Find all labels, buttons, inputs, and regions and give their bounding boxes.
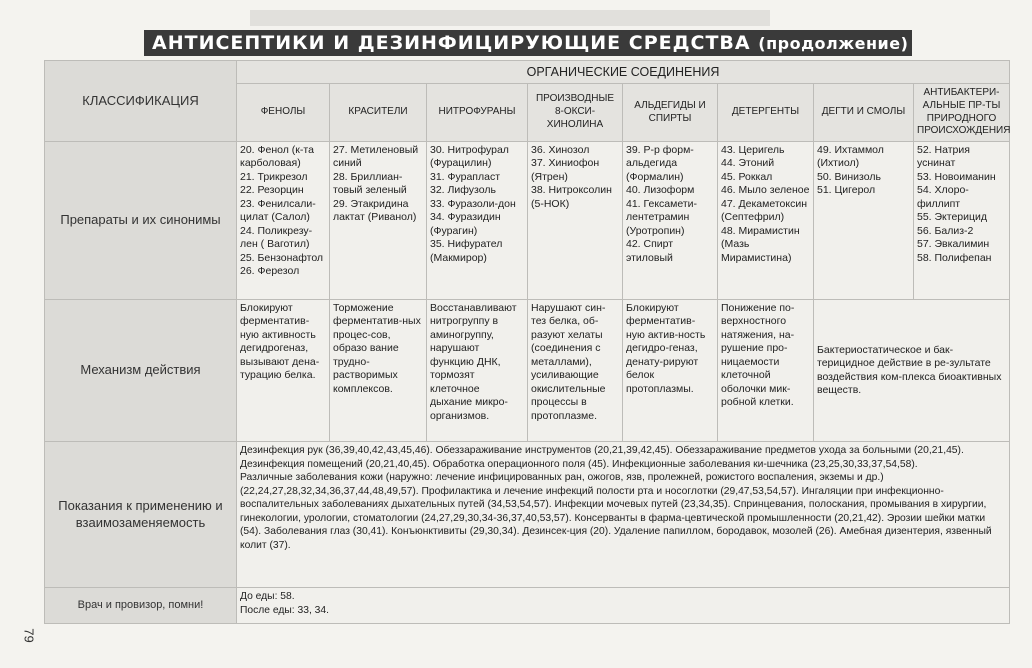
drug-item: 50. Винизоль — [817, 170, 881, 183]
col-header-tars: ДЕГТИ И СМОЛЫ — [814, 84, 914, 142]
indications-row — [45, 442, 1010, 588]
drug-item: 42. Спирт этиловый — [626, 238, 674, 264]
drug-item: 49. Ихтаммол (Ихтиол) — [817, 144, 884, 170]
indications-paragraph: Различные заболевания кожи (наружно: лечение инфицированных ран, ожогов, язв, пролежней, рожистого воспаления, экземы и др.) (22,24,27,28,32,34,36,37,44,48,49,57). Профилактика и лечение инфекций полости рта и носоглотки (29,47,53,54,57). Ингаляции при инфекционно-воспалительных заболеваниях дыхательных путей (34,53,54,57). Инфекции мочевых путей (23,34,35). Спринцевания, полоскания, промывания в хирургии, гинекологии, урологии, стоматологии (24,27,29,30,34-36,37,40,53,57). Консерванты в фарма-цевтической промышленности (20,21,42). Эрозии шейки матки (54). Заболевания глаз (30,41). Конъюнктивиты (29,30,34). Дезинсек-ция (20). Удаление папиллом, бородавок, мозолей (26). Амебная дизентерия, язвенный колит (37). — [240, 472, 992, 552]
drug-item: 53. Новоиманин — [917, 170, 996, 183]
col-header-natural: АНТИБАКТЕРИ-АЛЬНЫЕ ПР-ТЫ ПРИРОДНОГО ПРОИСХОЖДЕНИЯ — [914, 84, 1010, 142]
note-row — [45, 588, 1010, 624]
faded-header-strip — [250, 10, 770, 26]
drug-item: 32. Лифузоль — [430, 184, 496, 197]
page-banner — [144, 30, 912, 56]
note-before-meal: До еды: 58. — [240, 591, 295, 602]
drug-item: 28. Бриллиан-товый зеленый — [333, 170, 407, 197]
drug-item: 33. Фуразоли-дон — [430, 197, 516, 210]
mechanism-cell-oxyquinolines: Нарушают син-тез белка, об-разуют хелаты (соединения с металлами), усиливающие окислительные процессы в протоплазме. — [528, 300, 623, 442]
drug-item: 22. Резорцин — [240, 184, 304, 197]
drugs-cell-oxyquinolines — [528, 142, 623, 300]
drug-item: 44. Этоний — [721, 157, 775, 170]
page-number: 79 — [21, 628, 37, 643]
mechanism-row-label: Механизм действия — [45, 300, 237, 442]
col-header-phenols: ФЕНОЛЫ — [237, 84, 330, 142]
drug-item: 41. Гексамети-лентетрамин (Уротропин) — [626, 197, 698, 237]
drug-item: 34. Фуразидин (Фурагин) — [430, 211, 501, 237]
drug-item: 29. Этакридина лактат (Риванол) — [333, 197, 417, 224]
drugs-cell-detergents — [718, 142, 814, 300]
mechanism-cell-detergents: Понижение по-верхностного натяжения, на-рушение про-ницаемости клеточной оболочки мик-робной клетки. — [718, 300, 814, 442]
drug-item: 39. Р-р форм-альдегида (Формалин) — [626, 144, 694, 183]
col-header-nitrofurans: НИТРОФУРАНЫ — [427, 84, 528, 142]
drug-item: 20. Фенол (к-та карболовая) — [240, 144, 314, 170]
note-after-meal: После еды: 33, 34. — [240, 604, 329, 616]
drug-item: 26. Ферезол — [240, 264, 300, 277]
banner-title: АНТИСЕПТИКИ И ДЕЗИНФИЦИРУЮЩИЕ СРЕДСТВА — [152, 32, 751, 54]
drug-item: 55. Эктерицид — [917, 211, 988, 224]
mechanism-cell-nitrofurans: Восстанавливают нитрогруппу в аминогруппу, нарушают функцию ДНК, тормозят клеточное дыхание микро-организмов. — [427, 300, 528, 442]
mechanism-cell-dyes: Торможение ферментатив-ных процес-сов, образо вание трудно-растворимых комплексов. — [330, 300, 427, 442]
drug-item: 25. Бензонафтол — [240, 251, 324, 264]
drugs-cell-aldehydes — [623, 142, 718, 300]
drug-item: 36. Хинозол — [531, 144, 590, 156]
drug-item: 56. Бализ-2 — [917, 224, 974, 237]
drug-item: 57. Эвкалимин — [917, 238, 990, 251]
drug-item: 52. Натрия уснинат — [917, 144, 970, 170]
drug-item: 48. Мирамистин (Мазь Мирамистина) — [721, 224, 800, 264]
classification-table — [44, 60, 1010, 624]
drug-item: 27. Метиленовый синий — [333, 144, 419, 170]
drugs-cell-tars — [814, 142, 914, 300]
drugs-row-label: Препараты и их синонимы — [45, 142, 237, 300]
drugs-cell-nitrofurans — [427, 142, 528, 300]
drug-item: 23. Фенилсали-цилат (Салол) — [240, 197, 316, 224]
drug-item: 38. Нитроксолин (5-НОК) — [531, 184, 612, 210]
col-header-detergents: ДЕТЕРГЕНТЫ — [718, 84, 814, 142]
organic-compounds-header: ОРГАНИЧЕСКИЕ СОЕДИНЕНИЯ — [237, 61, 1010, 84]
drug-item: 30. Нитрофурал (Фурацилин) — [430, 144, 509, 170]
indications-paragraph: Дезинфекция рук (36,39,40,42,43,45,46). Обеззараживание инструментов (20,21,39,42,45). Обеззараживание предметов ухода за больными (20,21,45). Дезинфекция помещений (20,21,40,45). Обработка операционного поля (45). Инфекционные заболевания ки-шечника (23,25,30,33,37,54,58). — [240, 445, 964, 470]
drug-item: 45. Роккал — [721, 170, 773, 183]
classification-header: КЛАССИФИКАЦИЯ — [45, 61, 237, 142]
drug-item: 54. Хлоро-филлипт — [917, 184, 969, 210]
drug-item: 35. Нифурател (Макмирор) — [430, 238, 503, 264]
mechanism-cell-tars-natural: Бактериостатическое и бак-терицидное действие в ре-зультате воздействия ком-плекса биоактивных веществ. — [814, 300, 1010, 442]
drug-item: 43. Церигель — [721, 144, 785, 156]
col-header-dyes: КРАСИТЕЛИ — [330, 84, 427, 142]
drug-item: 37. Хиниофон (Ятрен) — [531, 157, 600, 183]
drugs-cell-natural — [914, 142, 1010, 300]
drugs-cell-dyes — [330, 142, 427, 300]
drug-item: 40. Лизоформ — [626, 184, 695, 197]
note-row-label: Врач и провизор, помни! — [45, 588, 237, 624]
drug-item: 58. Полифепан — [917, 251, 992, 264]
drug-item: 21. Трикрезол — [240, 170, 308, 183]
drug-item: 46. Мыло зеленое — [721, 184, 810, 197]
col-header-aldehydes: АЛЬДЕГИДЫ И СПИРТЫ — [623, 84, 718, 142]
drug-item: 51. Цигерол — [817, 184, 876, 197]
banner-subtitle: (продолжение) — [758, 34, 909, 53]
mechanism-cell-aldehydes: Блокируют ферментатив-ную актив-ность дегидро-геназ, денату-рируют белок протоплазмы. — [623, 300, 718, 442]
indications-cell — [237, 442, 1010, 588]
drugs-row — [45, 142, 1010, 300]
drug-item: 31. Фурапласт — [430, 170, 501, 183]
note-cell — [237, 588, 1010, 624]
mechanism-row — [45, 300, 1010, 442]
drugs-cell-phenols — [237, 142, 330, 300]
mechanism-cell-phenols: Блокируют ферментатив-ную активность дегидрогеназ, вызывают дена-турацию белка. — [237, 300, 330, 442]
indications-row-label: Показания к применению и взаимозаменяемость — [45, 442, 237, 588]
drug-item: 24. Поликрезу-лен ( Ваготил) — [240, 224, 313, 251]
col-header-oxyquinolines: ПРОИЗВОДНЫЕ 8-ОКСИ-ХИНОЛИНА — [528, 84, 623, 142]
drug-item: 47. Декаметоксин (Септефрил) — [721, 197, 807, 224]
